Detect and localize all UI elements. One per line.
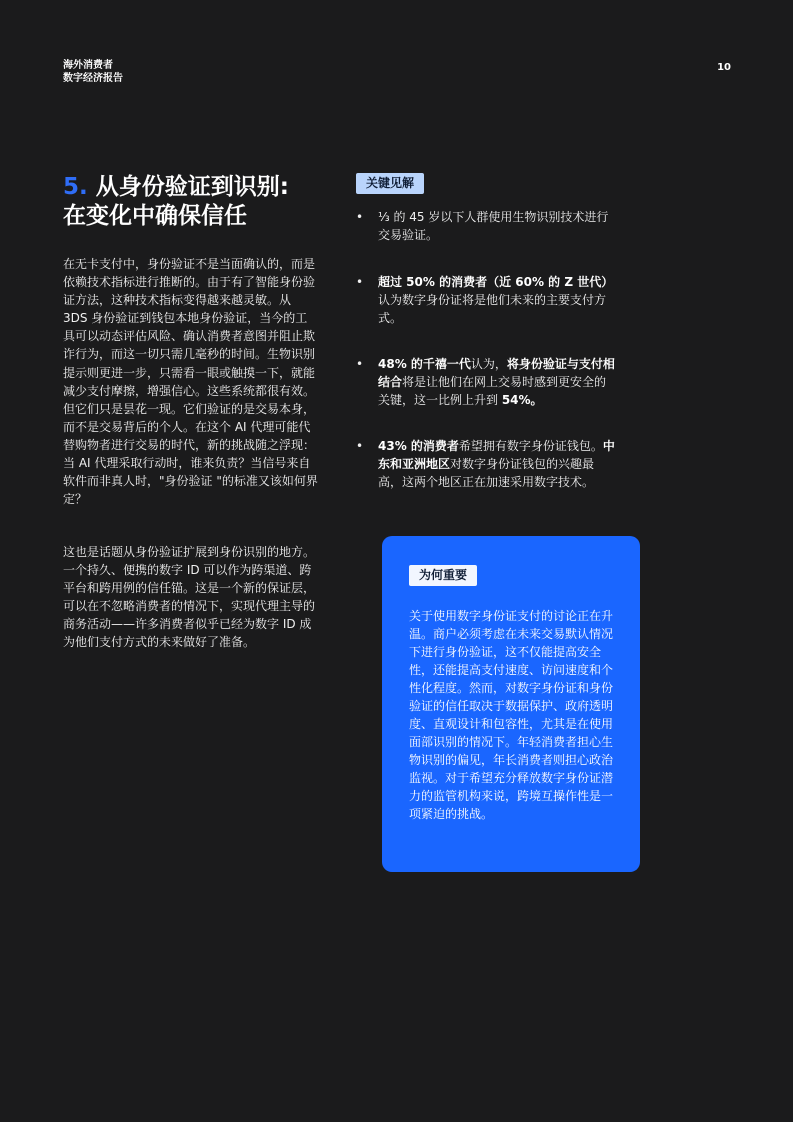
report-title-line2: 数字经济报告 (63, 73, 123, 84)
insight-item (356, 437, 618, 491)
why-it-matters-body: 关于使用数字身份证支付的讨论正在升温。商户必须考虑在未来交易默认情况下进行身份验证，这不仅能提高安全性，还能提高支付速度、访问速度和个性化程度。然而，对数字身份证和身份验证的信任取决于数据保护、政府透明度、直观设计和包容性，尤其是在使用面部识别的情况下。年轻消费者担心生物识别的偏见，年长消费者则担心政治监视。对于希望充分释放数字身份证潜力的监管机构来说，跨境互操作性是一项紧迫的挑战。 (409, 609, 614, 821)
insight-item (356, 273, 618, 327)
insight-text-part: 认为数字身份证将是他们未来的主要支付方式。 (378, 293, 607, 325)
section-title-line2: 在变化中确保信任 (63, 203, 247, 229)
section-title (63, 173, 333, 231)
section-number: 5. (63, 174, 88, 200)
insight-text-bold: 54%。 (501, 393, 543, 407)
insight-text (378, 208, 618, 244)
insight-item (356, 355, 618, 409)
bullet-icon: • (356, 275, 364, 289)
insight-text-part: 将是让他们在网上交易时感到更安全的关键，这一比例上升到 (378, 375, 607, 407)
why-it-matters-callout (382, 536, 640, 872)
section-title-text1: 从身份验证到识别: (87, 174, 289, 200)
bullet-icon: • (356, 439, 364, 453)
insight-text-part: 希望拥有数字身份证钱包。 (458, 439, 603, 453)
insight-text (378, 273, 618, 327)
insight-text-bold: 43% 的消费者 (378, 439, 459, 453)
insight-text-part: 对数字身份证钱包的兴趣最高，这两个地区正在加速采用数字技术。 (378, 457, 595, 489)
page-number: 10 (717, 62, 731, 73)
bullet-icon: • (356, 357, 364, 371)
insight-text (378, 437, 618, 491)
why-it-matters-label: 为何重要 (409, 565, 477, 586)
bullet-icon: • (356, 210, 364, 224)
insight-text-bold: 中东和亚洲地区 (378, 439, 615, 471)
insight-text-bold: 超过 50% 的消费者（近 60% 的 Z 世代） (378, 275, 614, 289)
section-title-line1 (63, 173, 333, 202)
report-title (63, 59, 123, 85)
key-insights-label: 关键见解 (356, 173, 424, 194)
body-paragraph-2: 这也是话题从身份验证扩展到身份识别的地方。一个持久、便携的数字 ID 可以作为跨渠道、跨平台和跨用例的信任锚。这是一个新的保证层，可以在不忽略消费者的情况下，实现代理主导的商务活动——许多消费者似乎已经为数字 ID 成为他们支付方式的未来做好了准备。 (63, 545, 316, 650)
insight-text-part: 认为， (470, 357, 507, 371)
insight-item (356, 208, 618, 244)
insight-text (378, 355, 618, 409)
body-paragraph-1: 在无卡支付中，身份验证不是当面确认的，而是依赖技术指标进行推断的。由于有了智能身份验证方法，这种技术指标变得越来越灵敏。从 3DS 身份验证到钱包本地身份验证，当今的工具可以动态评估风险、确认消费者意图并阻止欺诈行为，而这一切只需几毫秒的时间。生物识别提示则更进一步，只需看一眼或触摸一下，就能减少支付摩擦，增强信心。这些系统都很有效。但它们只是昙花一现。它们验证的是交易本身，而不是交易背后的个人。在这个 AI 代理可能代替购物者进行交易的时代，新的挑战随之浮现：当 AI 代理采取行动时，谁来负责？当信号来自软件而非真人时，"身份验证 "的标准又该如何界定？ (63, 257, 318, 507)
report-title-line1: 海外消费者 (63, 60, 113, 71)
insight-text-bold: 48% 的千禧一代 (378, 357, 471, 371)
insight-text-part: ⅓ 的 45 岁以下人群使用生物识别技术进行交易验证。 (378, 210, 609, 242)
insight-text-bold: 将身份验证与支付相结合 (378, 357, 615, 389)
